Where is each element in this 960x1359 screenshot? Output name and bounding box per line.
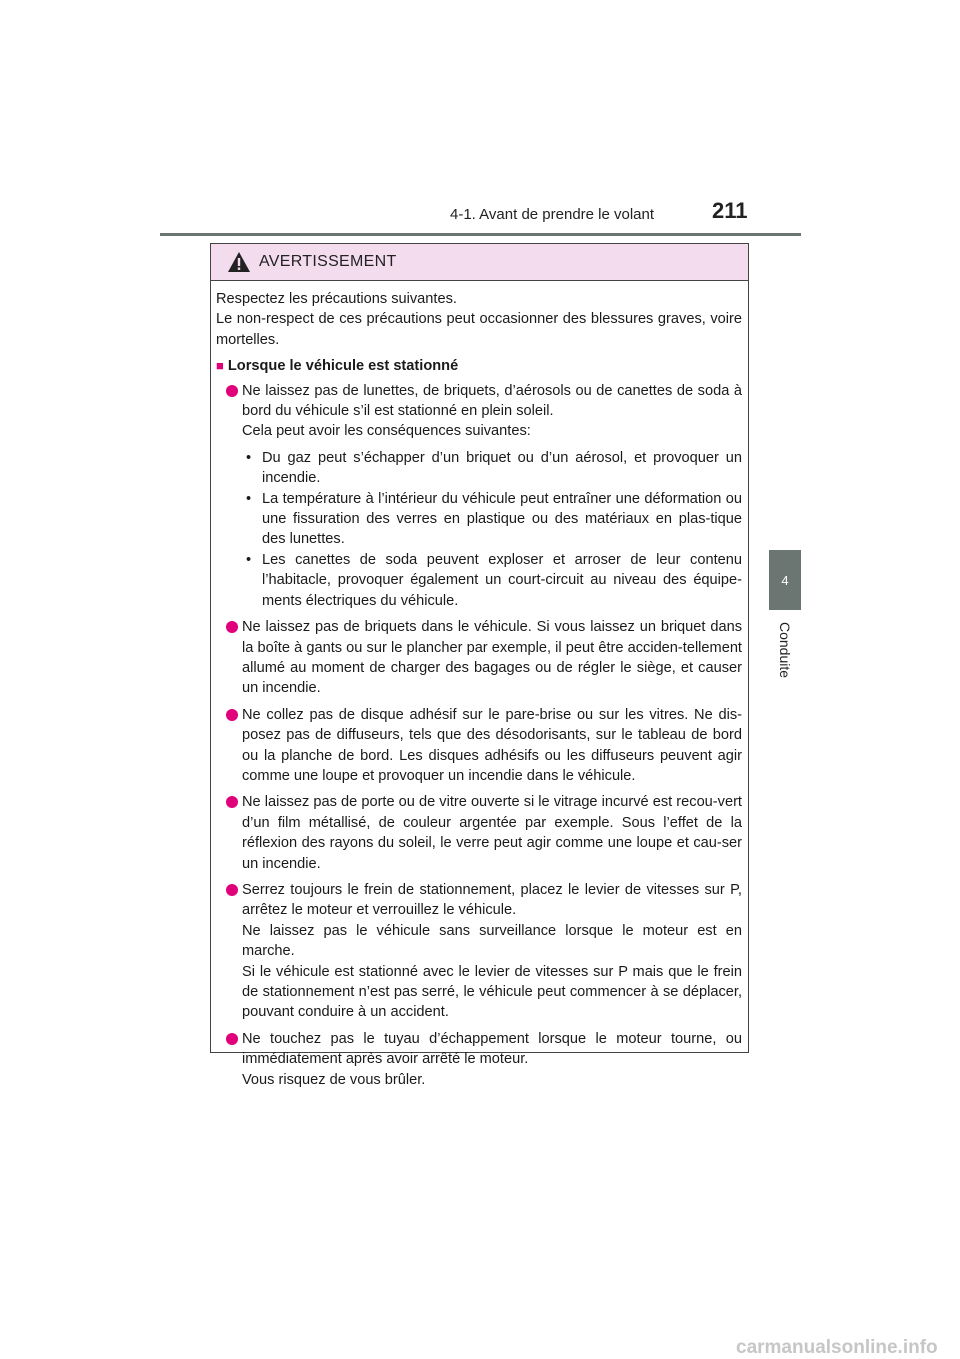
sub-item-text: Les canettes de soda peuvent exploser et arroser de leur contenu l’habitacle, provoquer également un court-circuit au niveau des équipe-ments électriques du véhicule.: [262, 551, 742, 609]
item-paragraph: Si le véhicule est stationné avec le levier de vitesses sur P mais que le frein de stationnement n’est pas serré, le véhicule peut commencer à se déplacer, pouvant conduire à un accident.: [242, 963, 742, 1021]
list-item: [226, 381, 742, 611]
sub-bullet-icon: •: [246, 490, 252, 507]
item-paragraph: Vous risquez de vous brûler.: [242, 1071, 426, 1088]
warning-header: [211, 244, 748, 281]
list-item: [226, 792, 742, 874]
header-rule: [160, 233, 801, 236]
sub-list-item: [242, 489, 742, 550]
chapter-label: [769, 615, 801, 685]
bullet-dot-icon: [226, 709, 238, 721]
item-paragraph: Ne laissez pas le véhicule sans surveillance lorsque le moteur est en marche.: [242, 922, 742, 960]
item-paragraph: Cela peut avoir les conséquences suivantes:: [242, 423, 531, 440]
sub-list: [242, 448, 742, 611]
item-paragraph: Ne laissez pas de briquets dans le véhicule. Si vous laissez un briquet dans la boîte à gants ou sur le plancher par exemple, il peut être acciden-tellement allumé au moment de charger des bagages ou de régler le siège, et causer un incendie.: [242, 619, 742, 697]
bullet-dot-icon: [226, 884, 238, 896]
square-bullet-icon: ■: [216, 358, 224, 374]
item-text: [242, 705, 742, 787]
sub-list-item: [242, 448, 742, 489]
intro-line: Le non-respect de ces précautions peut occasionner des blessures graves, voire mortelles.: [216, 311, 742, 348]
list-item: [226, 617, 742, 699]
list-item: [226, 705, 742, 787]
bullet-dot-icon: [226, 796, 238, 808]
watermark: carmanualsonline.info: [736, 1337, 938, 1358]
item-text: [242, 792, 742, 874]
item-paragraph: Ne laissez pas de porte ou de vitre ouverte si le vitrage incurvé est recou-vert d’un film métallisé, de couleur argentée par exemple. Sous l’effet de la réflexion des rayons du soleil, le verre peut agir comme une loupe et cau-ser un incendie.: [242, 794, 742, 872]
warning-items: [216, 381, 742, 1090]
item-paragraph: Ne touchez pas le tuyau d’échappement lorsque le moteur tourne, ou immédiatement après avoir arrêté le moteur.: [242, 1030, 742, 1068]
item-paragraph: Ne collez pas de disque adhésif sur le pare-brise ou sur les vitres. Ne dis-posez pas de diffuseurs, tels que des désodorisants, sur le tableau de bord ou la planche de bord. Les disques adhésifs ou les diffuseurs peuvent agir comme une loupe et provoquer un incendie dans le véhicule.: [242, 706, 742, 784]
bullet-dot-icon: [226, 621, 238, 633]
item-paragraph: Ne laissez pas de lunettes, de briquets, d’aérosols ou de canettes de soda à bord du véhicule s’il est stationné en plein soleil.: [242, 382, 742, 420]
chapter-number: 4: [781, 572, 789, 588]
section-heading-text: Lorsque le véhicule est stationné: [227, 358, 459, 375]
sub-list-item: [242, 550, 742, 611]
item-text: [242, 1029, 742, 1090]
section-heading: [216, 356, 742, 376]
item-text: [242, 381, 742, 611]
header-section-title: 4-1. Avant de prendre le volant: [450, 206, 655, 223]
warning-triangle-icon: [227, 251, 251, 273]
warning-title: AVERTISSEMENT: [259, 253, 397, 270]
bullet-dot-icon: [226, 385, 238, 397]
item-text: [242, 880, 742, 1023]
chapter-label-text: Conduite: [777, 621, 794, 679]
page-number: 211: [712, 198, 748, 223]
warning-body: [211, 281, 748, 1090]
chapter-tab[interactable]: [769, 550, 801, 610]
warning-box: [210, 243, 749, 1088]
bullet-dot-icon: [226, 1033, 238, 1045]
list-item: [226, 880, 742, 1023]
sub-item-text: Du gaz peut s’échapper d’un briquet ou d’un aérosol, et provoquer un incendie.: [262, 449, 742, 487]
list-item: [226, 1029, 742, 1090]
intro-line: Respectez les précautions suivantes.: [216, 291, 457, 307]
warning-intro: [216, 289, 742, 350]
sub-item-text: La température à l’intérieur du véhicule peut entraîner une déformation ou une fissuration des verres en plastique ou des matériaux en plas-tique des lunettes.: [262, 490, 742, 548]
sub-bullet-icon: •: [246, 551, 252, 568]
sub-bullet-icon: •: [246, 449, 252, 466]
item-text: [242, 617, 742, 699]
item-paragraph: Serrez toujours le frein de stationnement, placez le levier de vitesses sur P, arrêtez le moteur et verrouillez le véhicule.: [242, 881, 742, 919]
